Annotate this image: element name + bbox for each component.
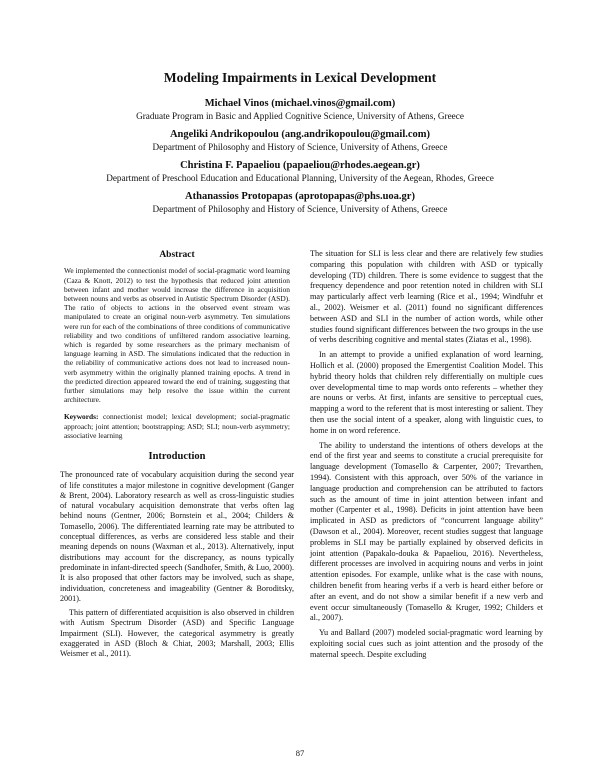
author-name: Michael Vinos (michael.vinos@gmail.com) — [204, 98, 396, 109]
paper-title: Modeling Impairments in Lexical Development — [163, 70, 437, 85]
abstract-text: We implemented the connectionist model of social-pragmatic word learning (Caza & Knott, 2012) to test the hypothesis that reduced joint attention between infant and mother would increase the difference in acquisition between nouns and verbs as observed in Autistic Spectrum Disorder (ASD). The ratio of objects to actions in the observed event stream was manipulated to create an original noun-verb asymmetry. Ten simulations were run for each of the combinations of three conditions of communicative reliability and two conditions of unfiltered random associative learning, which is regarded by some researchers as the primary mechanism of language learning in ASD. The simulations indicated that the reduction in the reliability of communicative actions does not lead to increased noun-verb asymmetry within the originally planned training epochs. A trend in the predicted direction appeared toward the end of training, suggesting that further simulations may help resolve the issue within the current architecture. — [64, 266, 290, 405]
abstract-heading: Abstract — [159, 250, 195, 260]
intro-paragraph: In an attempt to provide a unified explanation of word learning, Hollich et al. (2000) proposed the Emergentist Coalition Model. This hybrid theory holds that children rely differentially on multiple cues over developmental time to map words onto referents – whether they are nouns or verbs. At first, infants are sensitive to perceptual cues, mapping a word to the referent that is most interesting or salient. They then use the social intent of a speaker, along with linguistic cues, to home in on word reference. — [310, 350, 543, 435]
page-number: 87 — [295, 748, 305, 758]
author-affiliation: Department of Philosophy and History of Science, University of Athens, Greece — [152, 142, 448, 152]
author-name: Athanassios Protopapas (aprotopapas@phs.uoa.gr) — [185, 191, 415, 202]
intro-paragraph: Yu and Ballard (2007) modeled social-pragmatic word learning by exploiting social cues such as joint attention and the prosody of the maternal speech. Despite excluding — [310, 628, 543, 659]
author-affiliation: Graduate Program in Basic and Applied Cognitive Science, University of Athens, Greece — [136, 111, 464, 121]
author-list — [0, 98, 600, 222]
author-affiliation: Department of Preschool Education and Educational Planning, University of the Aegean, Rhodes, Greece — [106, 173, 494, 183]
intro-paragraph: The pronounced rate of vocabulary acquisition during the second year of life constitutes a major milestone in cognitive development (Ganger & Brent, 2004). Laboratory research as well as cross-linguistic studies of natural vocabulary acquisition demonstrate that verbs often lag behind nouns (Gentner, 2006; Bornstein et al., 2004; Childers & Tomasello, 2006). The differentiated learning rate may be attributed to conceptual differences, as verbs are considered less stable and their meaning depends on nouns (Waxman et al., 2013). Alternatively, input distributions may account for the discrepancy, as nouns typically predominate in infant-directed speech (Sandhofer, Smith, & Luo, 2000). It is also proposed that other factors may be involved, such as shape, individuation, concreteness and imageability (Gentner & Boroditsky, 2001). — [60, 470, 294, 603]
intro-paragraph: The situation for SLI is less clear and there are relatively few studies comparing this population with children with ASD or typically developing (TD) children. There is some evidence to suggest that the frequency dependence and poor retention noted in children with SLI may particularly affect verb learning (Rice et al., 1994; Windfuhr et al., 2002). Weismer et al. (2011) found no significant differences between ASD and SLI in the number of action words, while other studies found significant differences between the two groups in the use of verbs describing cognitive and mental states (Ziatas et al., 1998). — [310, 249, 543, 345]
author-block — [0, 191, 600, 215]
keywords-text: connectionist model; lexical development; social-pragmatic approach; joint attention; bootstrapping; ASD; SLI; noun-verb asymmetry; associative learning — [64, 412, 290, 440]
right-column — [310, 249, 543, 664]
author-block — [0, 129, 600, 153]
author-block — [0, 98, 600, 122]
author-block — [0, 160, 600, 184]
author-name: Christina F. Papaeliou (papaeliou@rhodes.aegean.gr) — [180, 160, 420, 171]
keywords — [60, 412, 294, 440]
keywords-label: Keywords: — [64, 412, 99, 422]
introduction-heading: Introduction — [148, 450, 206, 462]
intro-paragraph: The ability to understand the intentions of others develops at the end of the first year and seems to constitute a crucial prerequisite for language development (Tomasello & Carpenter, 2007; Trevarthen, 1994). Consistent with this approach, over 50% of the variance in language production and comprehension can be attributed to factors such as the amount of time in joint attention between infant and mother (Carpenter et al., 1998). Deficits in joint attention have been implicated in ASD as predictors of “concurrent language ability” (Dawson et al., 2004). Moreover, recent studies suggest that language problems in SLI may be partially explained by observed deficits in joint attention (Papakalo-douka & Papaeliou, 2016). Nevertheless, different processes are involved in acquiring nouns and verbs in joint attention episodes. For example, unlike what is the case with nouns, children benefit from hearing verbs if a verb is heard either before or after an event, and do not show a similar benefit if a new verb and event occur simultaneously (Tomasello & Kruger, 1992; Childers et al., 2007). — [310, 440, 543, 623]
intro-paragraph: This pattern of differentiated acquisition is also observed in children with Autism Spectrum Disorder (ASD) and Specific Language Impairment (SLI). However, the categorical asymmetry is greatly exaggerated in ASD (Bloch & Chiat, 2003; Marshall, 2003; Ellis Weismer et al., 2011). — [60, 608, 294, 659]
author-affiliation: Department of Philosophy and History of Science, University of Athens, Greece — [152, 204, 448, 214]
left-column — [60, 250, 294, 664]
author-name: Angeliki Andrikopoulou (ang.andrikopoulou@gmail.com) — [169, 129, 431, 140]
